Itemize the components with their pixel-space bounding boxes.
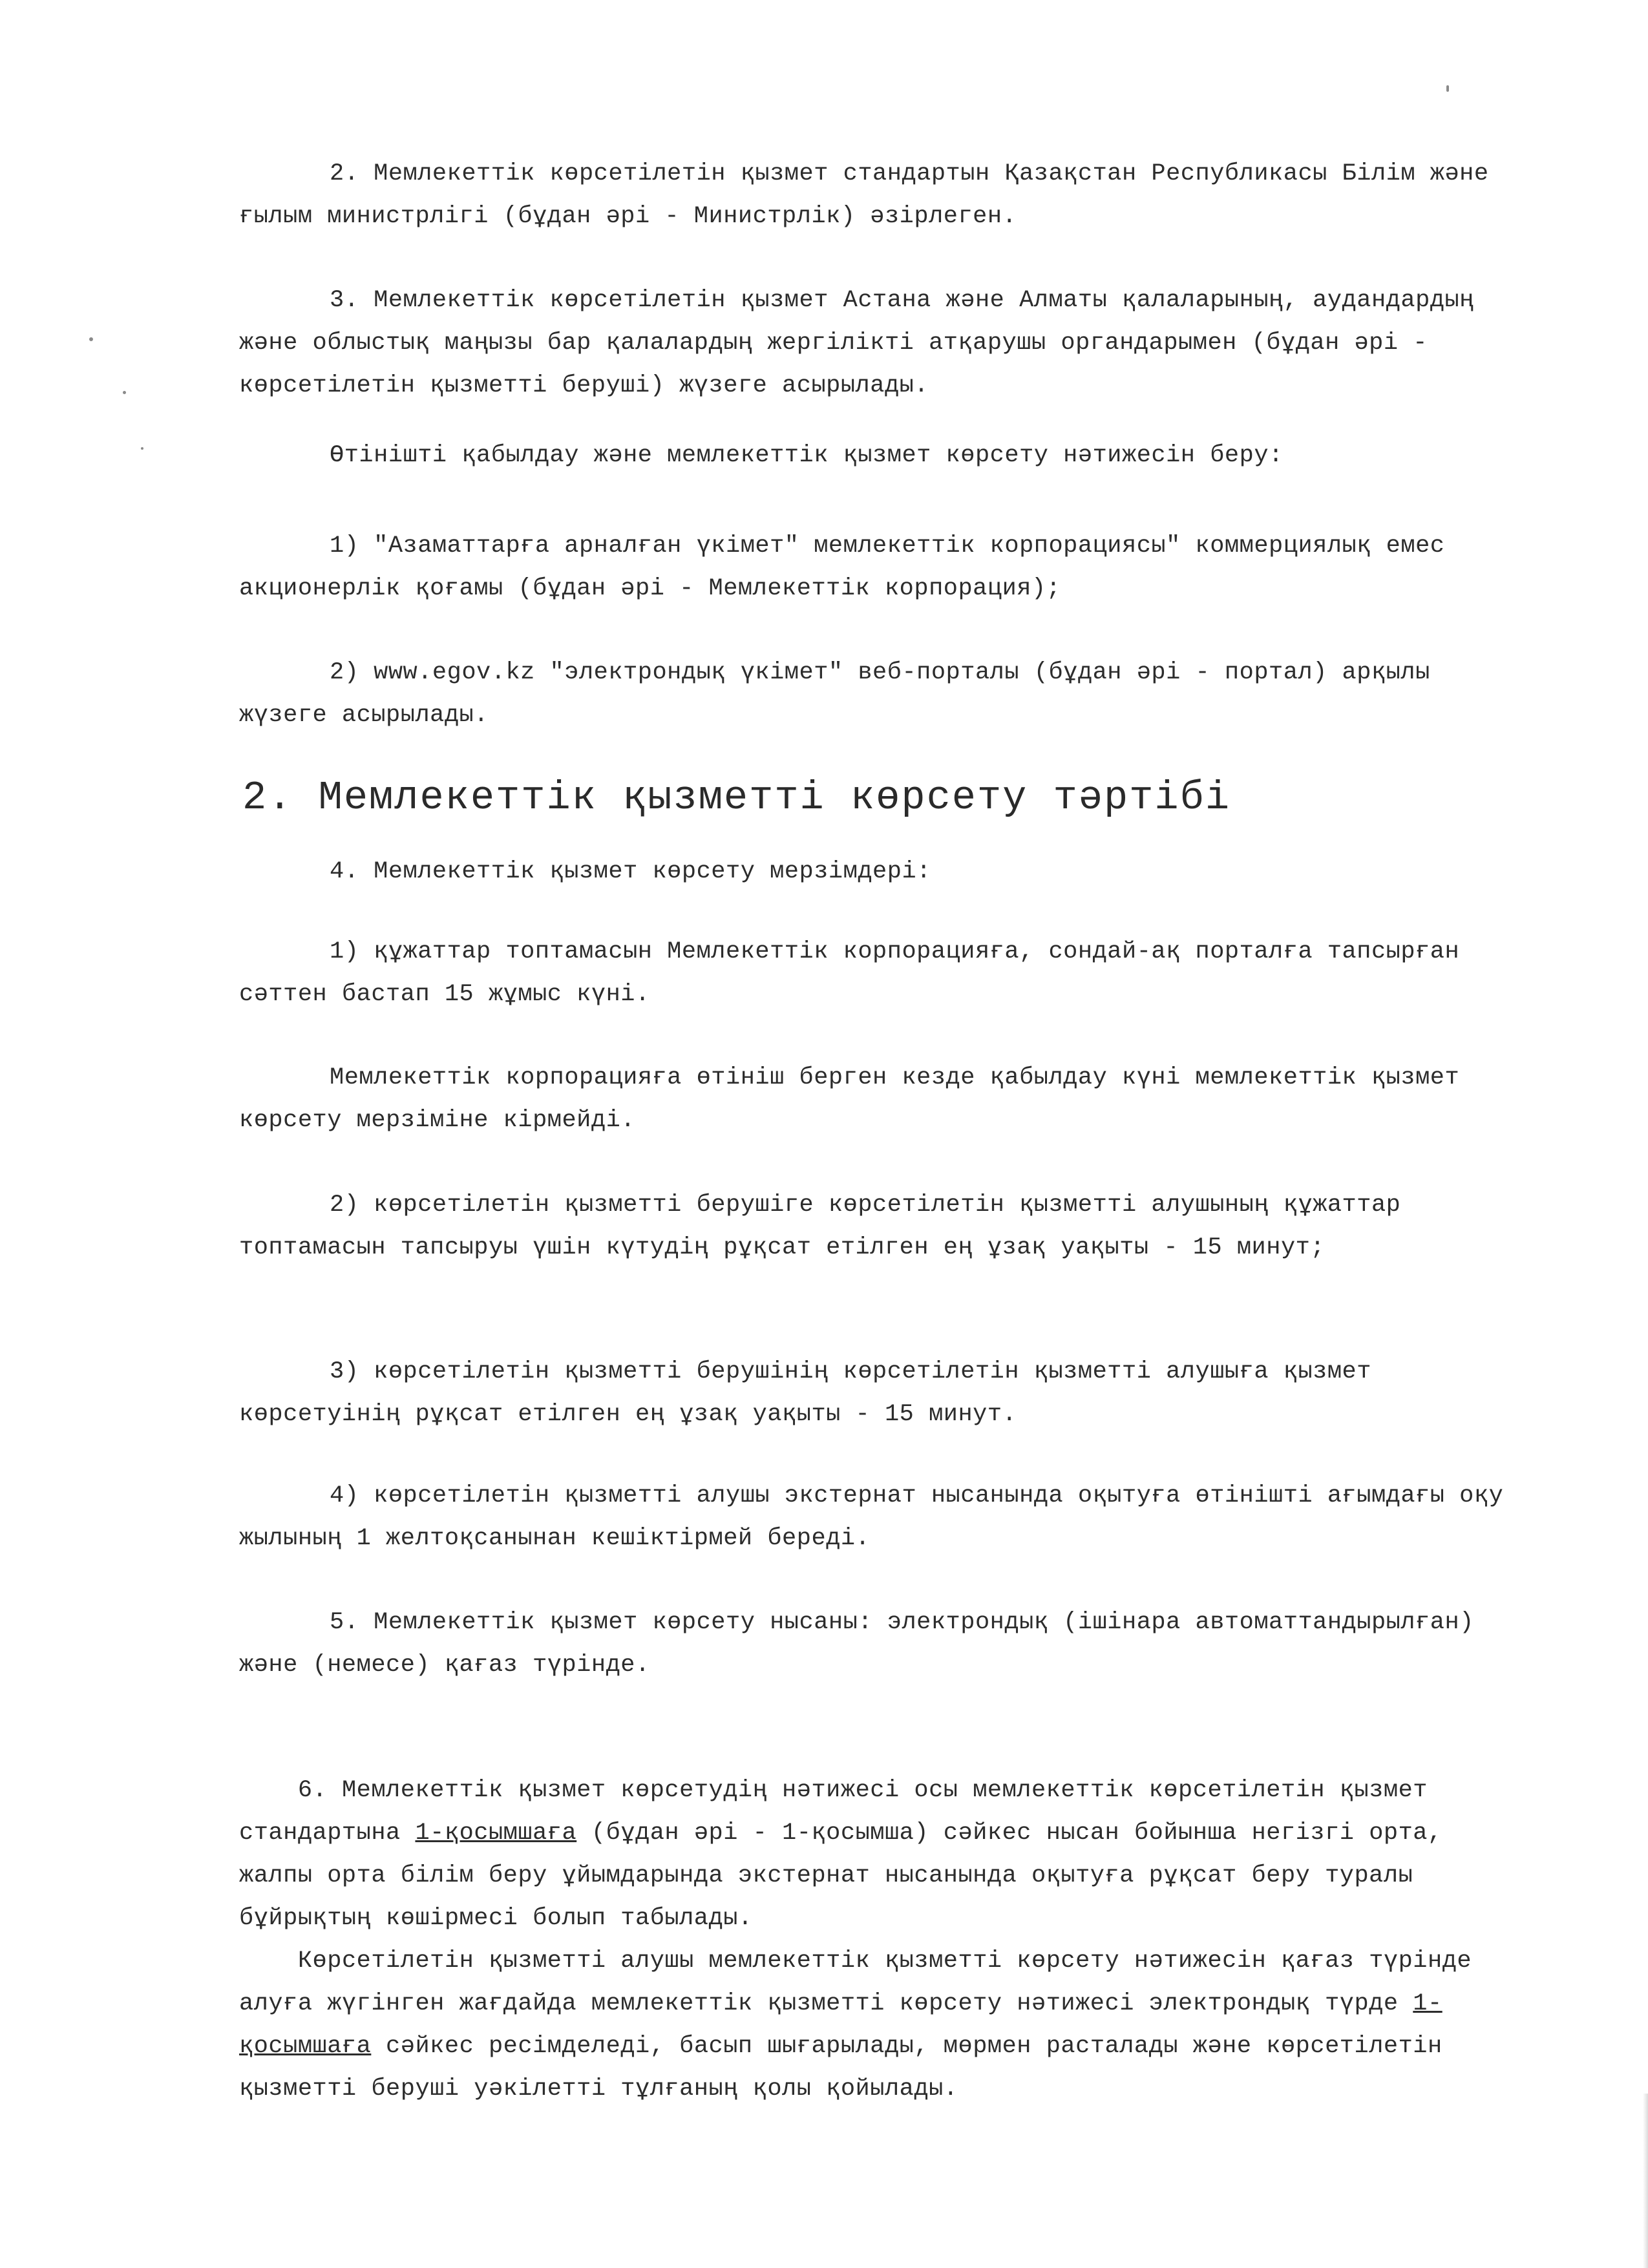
paragraph-4-item-3: 3) көрсетілетін қызметті берушінің көрсетілетін қызметті алушыға қызмет көрсетуінің рұқсат етілген ең ұзақ уақыты - 15 минут. [239,1358,1386,1428]
paragraph-7-text-end: сәйкес ресімделеді, басып шығарылады, мөрмен расталады және көрсетілетін қызметті беруші уәкілетті тұлғаның қолы қойылады. [239,2033,1457,2103]
paragraph-7-text-start: Көрсетілетін қызметті алушы мемлекеттік қызметті көрсету нәтижесін қағаз түрінде алуға жүгінген жағдайда мемлекеттік қызметті көрсету нәтижесі электрондық түрде [239,1948,1486,2017]
scan-edge-shadow [1643,2094,1648,2268]
scan-dot [89,337,93,341]
paragraph-4-item-2: 2) көрсетілетін қызметті берушіге көрсетілетін қызметті алушының құжаттар топтамасын тапсыруы үшін күтудің рұқсат етілген ең ұзақ уақыты - 15 минут; [239,1192,1416,1261]
paragraph-5: 5. Мемлекеттік қызмет көрсету нысаны: электрондық (ішінара автоматтандырылған) және (немесе) қағаз түрінде. [239,1609,1489,1679]
scan-dot [123,391,126,394]
scan-dot [141,447,143,450]
paragraph-4-note: Мемлекеттік корпорацияға өтініш берген кезде қабылдау күні мемлекеттік қызмет көрсету мерзіміне кірмейді. [239,1064,1474,1134]
paragraph-6-text-start: 6. Мемлекеттік қызмет көрсетудің нәтижесі осы мемлекеттік көрсетілетін қызмет стандартына [239,1777,1442,1847]
paragraph-3: 3. Мемлекеттік көрсетілетін қызмет Астана және Алматы қалаларының, аудандардың және облыстық маңызы бар қалалардың жергілікті атқарушы органдарымен (бұдан әрі - көрсетілетін қызметті беруші) жүзеге асырылады. [239,287,1489,399]
paragraph-4-item-4: 4) көрсетілетін қызметті алушы экстернат нысанында оқытуға өтінішті ағымдағы оқу жылының 1 желтоқсанынан кешіктірмей береді. [239,1482,1519,1552]
paragraph-item-1: 1) "Азаматтарға арналған үкімет" мемлекеттік корпорациясы" коммерциялық емес акционерлік қоғамы (бұдан әрі - Мемлекеттік корпорация); [239,532,1460,602]
scan-dot [1446,85,1449,92]
paragraph-4-item-1: 1) құжаттар топтамасын Мемлекеттік корпорацияға, сондай-ақ порталға тапсырған сәттен бастап 15 жұмыс күні. [239,938,1474,1008]
paragraph-6-text-end: (бұдан әрі - 1-қосымша) сәйкес нысан бойынша негізгі орта, жалпы орта білім беру ұйымдарында экстернат нысанында оқытуға рұқсат беру туралы бұйрықтың көшірмесі болып табылады. [239,1820,1457,1932]
paragraph-2: 2. Мемлекеттік көрсетілетін қызмет стандартын Қазақстан Республикасы Білім және ғылым министрлігі (бұдан әрі - Министрлік) әзірлеген. [239,160,1504,230]
paragraph-item-2: 2) www.egov.kz "электрондық үкімет" веб-порталы (бұдан әрі - портал) арқылы жүзеге асырылады. [239,659,1445,729]
paragraph-4: 4. Мемлекеттік қызмет көрсету мерзімдері: [330,858,931,885]
paragraph-application: Өтінішті қабылдау және мемлекеттік қызмет көрсету нәтижесін беру: [330,442,1284,469]
section-heading: 2. Мемлекеттік қызметті көрсету тәртібі [242,775,1231,821]
annex-1-link[interactable]: 1-қосымшаға [415,1820,577,1847]
annex-1-link[interactable]: 1-қосымшаға [239,1990,1442,2060]
paragraph-7 [239,1897,1519,2153]
